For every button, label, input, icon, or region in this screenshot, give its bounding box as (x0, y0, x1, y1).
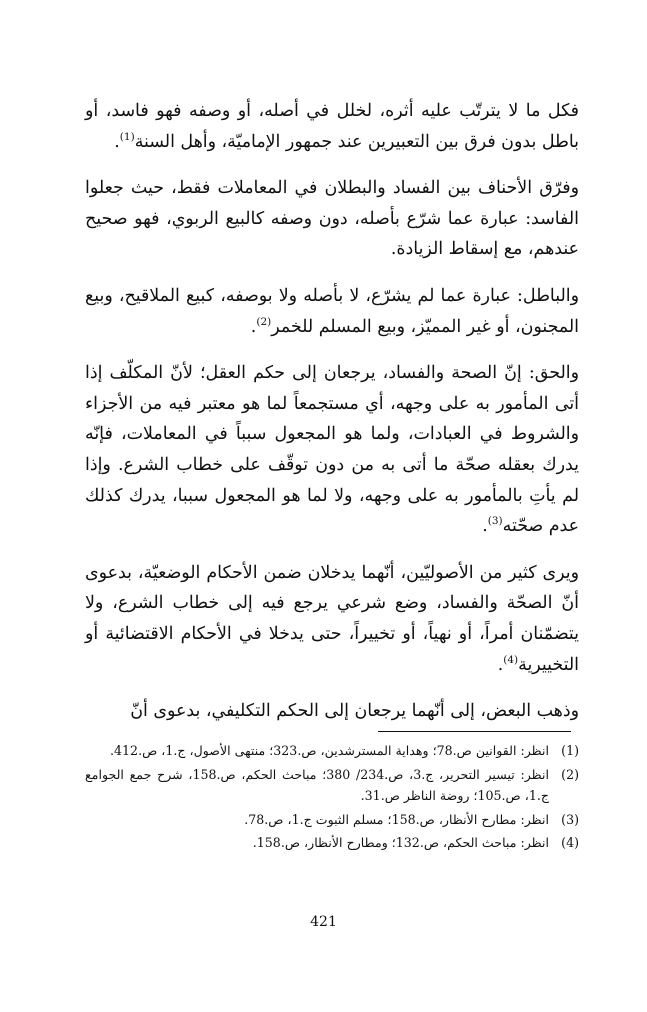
paragraph-3 (85, 281, 579, 342)
footnote-item (85, 832, 579, 854)
footnote-ref: (3) (487, 515, 503, 528)
paragraph-text: وذهب البعض، إلى أنّهما يرجعان إلى الحكم التكليفي، بدعوى أنّ (130, 701, 579, 722)
paragraph-text: وفرّق الأحناف بين الفساد والبطلان في المعاملات فقط، حيث جعلوا الفاسد: عبارة عما شرّع بأصله، دون وصفه كالبيع الربوي، فهو صحيح عندهم، مع إسقاط الزيادة. (85, 178, 579, 260)
paragraph-2 (85, 173, 579, 265)
paragraph-6 (85, 696, 579, 727)
footnote-divider (378, 731, 571, 732)
footnote-text: انظر: مباحث الحكم، ص.132؛ ومطارح الأنظار، ص.158. (252, 835, 549, 850)
footnote-number: (2) (561, 766, 579, 782)
paragraph-text: والباطل: عبارة عما لم يشرّع، لا بأصله ولا بوصفه، كبيع الملاقيح، وبيع المجنون، أو غير المميّز، وبيع المسلم للخمر (85, 285, 579, 337)
footnote-text: انظر: مطارح الأنظار، ص.158؛ مسلم الثبوت ج.1، ص.78. (244, 811, 549, 827)
footnote-text: انظر: القوانين ص.78؛ وهداية المسترشدين، ص.323؛ منتهى الأصول، ج.1، ص.412. (110, 743, 549, 758)
paragraph-5 (85, 558, 579, 680)
paragraph-end: . (482, 516, 488, 537)
paragraph-text: ويرى كثير من الأصوليّين، أنّهما يدخلان ضمن الأحكام الوضعيّة، بدعوى أنّ الصحّة والفساد، وضع شرعي يرجع فيه إلى خطاب الشرع، ولا يتضمّنان أمراً، أو نهياً، أو تخييراً، حتى يدخلا في الأحكام الاقتضائية أو التخييرية (85, 562, 579, 675)
footnote-number: (1) (561, 743, 579, 758)
paragraph-end: . (114, 131, 120, 152)
footnote-ref: (2) (256, 315, 272, 328)
paragraph-end: . (497, 654, 504, 675)
page-number: 421 (310, 914, 337, 930)
footnote-number: (3) (561, 811, 579, 827)
footnote-ref: (4) (503, 653, 519, 666)
paragraph-text: والحق: إنّ الصحة والفساد، يرجعان إلى حكم العقل؛ لأنّ المكلّف إذا أتى المأمور به على وجهه، أي مستجمعاً لما هو معتبر فيه من الأجزاء والشروط في العبادات، ولما هو المجعول سبباً في المعاملات، فإنّه يدرك بعقله صحّة ما أتى به من دون توقّف على خطاب الشرع. وإذا لم يأتِ بالمأمور به على وجهه، ولا لما هو المجعول سببا، يدرك كذلك عدم صحّته (85, 363, 579, 537)
paragraph-end: . (250, 316, 257, 337)
footnote-item (85, 740, 579, 762)
footnote-ref: (1) (119, 130, 135, 143)
footnote-item (85, 764, 579, 807)
paragraph-1 (85, 96, 579, 157)
footnotes (85, 740, 579, 856)
footnote-text: انظر: تيسير التحرير، ج.3، ص.234/ 380؛ مباحث الحكم، ص.158، شرح جمع الجوامع ج.1، ص.105؛ روضة الناظر ص.31. (85, 766, 549, 803)
footnote-number: (4) (561, 835, 579, 850)
main-text (85, 96, 579, 727)
footnote-item (85, 809, 579, 831)
paragraph-text: فكل ما لا يترتّب عليه أثره، لخلل في أصله، أو وصفه فهو فاسد، أو باطل بدون فرق بين التعبيرين عند جمهور الإماميّة، وأهل السنة (85, 101, 579, 152)
paragraph-4 (85, 358, 579, 542)
